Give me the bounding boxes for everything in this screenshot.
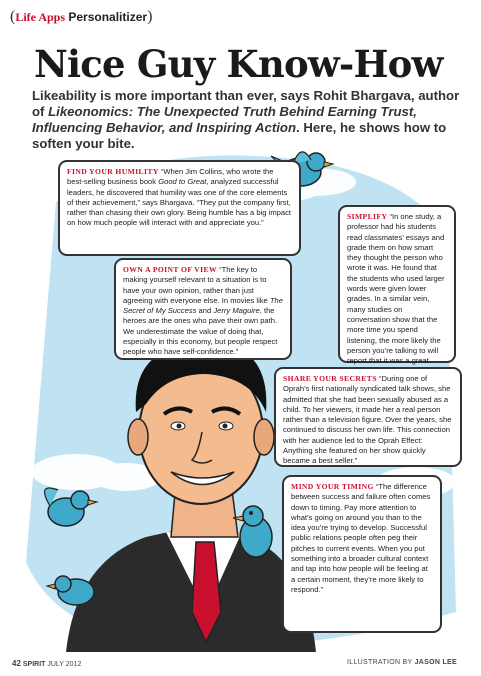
bubble-own-a-point-of-view (114, 258, 292, 360)
illustration-credit (347, 659, 457, 666)
bubble-kicker: MIND YOUR TIMING (291, 482, 374, 491)
dek-text: Likeability is more important than ever, says Rohit Bhargava, author of (32, 88, 460, 119)
bubble-text: “The key to making yourself relevant to a situation is to have your own opinion, rather than just agreeing with everyone else. In movies like (123, 265, 270, 305)
header-bracket-open: ( (10, 8, 16, 25)
page-folio (12, 659, 81, 668)
bubble-movie-title: The Secret of My Success (123, 295, 283, 316)
page-header (10, 8, 152, 26)
article-headline: Nice Guy Know-How (34, 42, 443, 86)
bubble-find-your-humility (58, 160, 301, 256)
bubble-mind-your-timing (282, 475, 442, 633)
issue-date: JULY 2012 (47, 661, 82, 668)
subsection-label: Personalitizer (68, 10, 148, 24)
dek-book-title: Likeonomics: The Unexpected Truth Behind Earning Trust, Influencing Behavior, and Inspiring Action (32, 104, 417, 135)
dek-text-end: . Here, he shows how to soften your bite. (32, 120, 447, 151)
bubble-kicker: SHARE YOUR SECRETS (283, 374, 377, 383)
bubble-share-your-secrets (274, 367, 462, 467)
bubble-text: and (196, 306, 214, 316)
bubble-simplify (338, 205, 456, 366)
bubble-kicker: OWN A POINT OF VIEW (123, 265, 217, 274)
bubble-text: “In one study, a professor had his students read classmates’ essays and grade them on how smart they thought the person who wrote it was. He found that the students who used larger words were given lower grades. In a similar vein, many studies on conversation show that the more time you spend listening, the more likely the person you’re talking to will report that it was a great (347, 212, 445, 366)
section-label: Life Apps (15, 10, 66, 24)
bubble-text: “When Jim Collins, who wrote the best-selling business book (67, 167, 274, 187)
bubble-kicker: FIND YOUR HUMILITY (67, 167, 159, 176)
bubble-movie-title: Jerry Maguire (213, 306, 260, 316)
credit-name: JASON LEE (414, 659, 457, 666)
bubble-text: , analyzed successful leaders, he discovered that humility was one of the core elements of their achievement,” says Bhargava. “They put the company first, rather than chasing their own glory. Being humble has a big impact on how much people will interact with and appreciate you.” (67, 177, 292, 228)
bubble-text: “The difference between success and failure often comes down to timing. Pay more attention to what’s going on around you than to the idea you’re trying to develop. Successful public relations people often peg their pitches to current events. When you put something into a broader cultural context and tap into how people will be feeling at a certain moment, they’re more likely to respond.” (291, 482, 431, 594)
bubble-text: , the heroes are the ones who pave their own path. We underestimate the value of doing that, especially in this economy, but people respect people who have self-confidence.” (123, 306, 278, 357)
magazine-name: SPIRIT (22, 661, 46, 668)
bubble-book-title: Good to Great (158, 177, 207, 187)
header-bracket-close: ) (147, 8, 153, 25)
bubble-kicker: SIMPLIFY (347, 212, 388, 221)
page-number: 42 (12, 659, 21, 668)
credit-label: ILLUSTRATION BY (347, 659, 413, 666)
bubble-text: “During one of Oprah’s first nationally syndicated talk shows, she admitted that she had been sexually abused as a child. To her viewers, it made her a real person rather than a television figure. Over the years, she continued to discuss her own life. This connection with her audience led to the Oprah Effect: Anything she featured on her show quickly became a best seller.” (283, 374, 452, 466)
